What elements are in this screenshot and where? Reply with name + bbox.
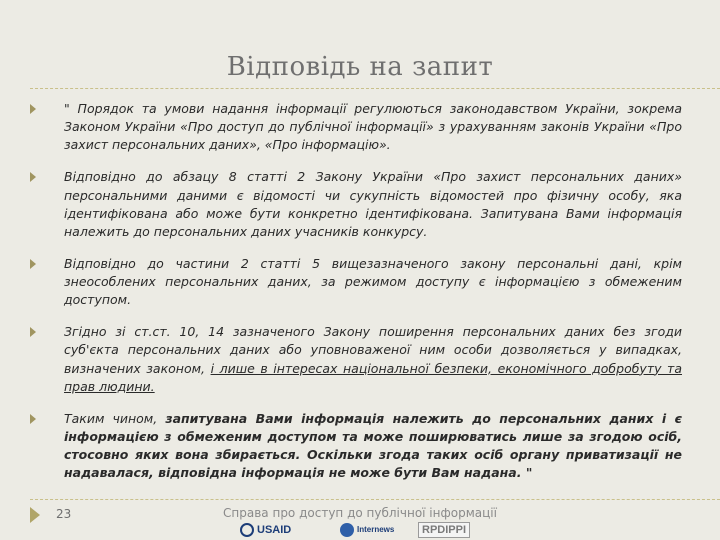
triangle-bullet-icon	[30, 259, 36, 269]
list-item-text	[64, 100, 682, 154]
internews-logo-text: Internews	[357, 525, 395, 534]
triangle-bullet-icon	[30, 172, 36, 182]
list-item	[22, 100, 682, 154]
list-item	[22, 323, 682, 396]
list-item-text	[64, 323, 682, 396]
internews-logo	[340, 522, 394, 538]
slide-title: Відповідь на запит	[226, 52, 494, 82]
text-segment: Згідно зі ст.ст. 10, 14 зазначеного Закону поширення персональних даних без згоди суб'єкта персональних даних або уповноваженої ним особи дозволяється у випадках, визначених законом,	[64, 324, 682, 376]
text-segment: " Порядок та умови надання інформації регулюються законодавством України, зокрема Законом України «Про доступ до публічної інформації» з урахуванням законів України «Про захист персональних даних», «Про інформацію».	[64, 101, 682, 153]
list-item-text	[64, 168, 682, 241]
triangle-bullet-icon	[30, 104, 36, 114]
list-item	[22, 410, 682, 483]
text-segment: Відповідно до частини 2 статті 5 вищезазначеного закону персональні дані, крім знеособлених персональних даних, за режимом доступу є інформацією з обмеженим доступом.	[64, 255, 682, 308]
page-number: 23	[56, 507, 72, 521]
triangle-bullet-icon	[30, 327, 36, 337]
footer-caption: Справа про доступ до публічної інформації	[223, 506, 497, 520]
title-divider	[30, 88, 720, 89]
bold-text-segment: запитувана Вами інформація належить до персональних даних і є інформацією з обмеженим доступом та може поширюватись лише за згодою осіб, стосовно яких вона збирається. Оскільки згода таких осіб органу приватизації не надавалася, відповідна інформація не може бути Вам надана. "	[64, 410, 682, 481]
list-item	[22, 168, 682, 241]
underlined-text-segment: і лише в інтересах національної безпеки, економічного добробуту та прав людини.	[64, 360, 682, 394]
usaid-logo-text: USAID	[257, 524, 292, 536]
text-segment: Відповідно до абзацу 8 статті 2 Закону України «Про захист персональних даних» персональними даними є відомості чи сукупність відомостей про фізичну особу, яка ідентифікована або може бути конкретно ідентифікована. Запитувана Вами інформація належить до персональних даних учасників конкурсу.	[64, 169, 682, 239]
usaid-logo	[240, 522, 291, 538]
bullet-list	[22, 96, 682, 482]
rpdippi-logo: RPDIPPI	[418, 522, 470, 538]
globe-icon	[340, 523, 354, 537]
list-item-text	[64, 410, 682, 483]
usaid-seal-icon	[240, 523, 254, 537]
sponsor-logos	[240, 522, 540, 540]
footer-divider	[30, 499, 720, 500]
text-segment: Таким чином,	[64, 410, 166, 426]
triangle-bullet-icon	[30, 414, 36, 424]
list-item-text	[64, 255, 682, 309]
list-item	[22, 255, 682, 309]
